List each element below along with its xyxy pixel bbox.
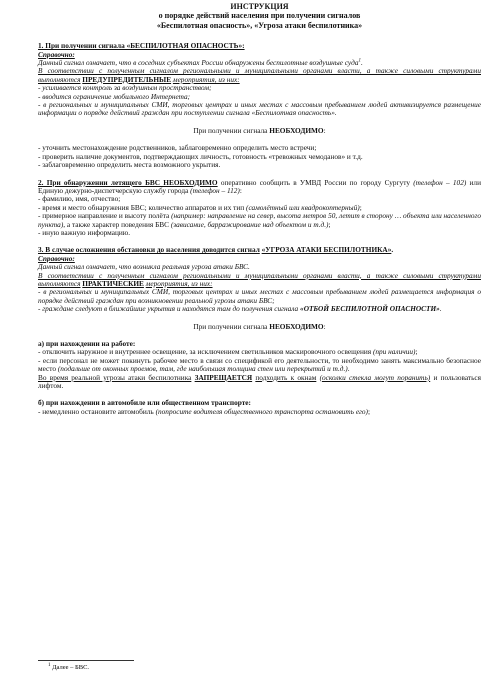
s2-item-3: - примерное направление и высоту полёта (например: направление на север, высота метров 50, летит в сторону … объекта или населенного пункта), а также характер поведения БВС (зависание, барражирование над объектом и т.д.); — [38, 211, 482, 229]
s3-item-1: - в региональных и муниципальных СМИ, торговых центрах и иных местах с массовым пребыванием людей размещается информация о порядке действий граждан при возникновении реальной угрозы атаки БВС; — [38, 287, 481, 305]
title-line-2: о порядке действий населения при получении сигналов — [158, 11, 361, 21]
footnote-divider — [38, 660, 134, 661]
s2-item-2: - время и место обнаружения БВС; количество аппаратов и их тип (самолётный или квадрокоптерный); — [38, 202, 362, 212]
section-1-heading: 1. При получении сигнала «БЕСПИЛОТНАЯ ОПАСНОСТЬ»: — [38, 41, 245, 51]
s2-item-1: - фамилию, имя, отчество; — [38, 194, 121, 204]
s1-ref-label: Справочно: — [38, 49, 75, 59]
work-warning: Во время реальной угрозы атаки беспилотника ЗАПРЕЩАЕТСЯ подходить к окнам (осколки стекла могут поранить) и пользоваться лифтом. — [38, 372, 481, 391]
s3-need-line: При получении сигнала НЕОБХОДИМО: — [193, 321, 326, 331]
s1-need-item-3: - заблаговременно определить места возможного укрытия. — [38, 160, 221, 170]
s3-ref-p2: В соответствии с полученным сигналом региональными и муниципальными органами власти, а также силовыми структурами выполняются ПРАКТИЧЕСКИЕ мероприятия, из них: — [38, 270, 481, 288]
s1-need-item-1: - уточнить местонахождение родственников, заблаговременно определить место встречи; — [38, 143, 317, 153]
s3-ref-p1: Данный сигнал означает, что возникла реальная угроза атаки БВС. — [38, 262, 250, 272]
work-item-1: - отключить наружное и внутреннее освещение, за исключением светильников маскировочного освещения (при наличии); — [38, 347, 418, 357]
car-item-1: - немедленно остановите автомобиль (попросите водителя общественного транспорта остановить его); — [38, 406, 371, 416]
s1-need-item-2: - проверить наличие документов, подтверждающих личность, готовность «тревожных чемоданов» и т.д. — [38, 151, 363, 161]
footnote: $^1$ Далее – БВС. — [48, 662, 90, 671]
s1-need-line: При получении сигнала НЕОБХОДИМО: — [193, 125, 326, 135]
title-line-3: «Беспилотная опасность», «Угроза атаки беспилотника» — [156, 20, 363, 30]
s1-item-2: - вводится ограничение мобильного Интернета; — [38, 91, 191, 101]
work-heading: а) при нахождении на работе: — [38, 339, 136, 348]
work-item-2: - если персонал не может покинуть рабочее место в связи со спецификой его деятельности, то необходимо занять максимально безопасное место (подальше от оконных проемов, там, где наибольшая толщина стен или перекрытий и т.д.). — [38, 355, 481, 374]
s3-item-last: - граждане следуют в ближайшие укрытия и находятся там до получения сигнала «ОТБОЙ БЕСПИЛОТНОЙ ОПАСНОСТИ». — [38, 304, 442, 314]
title-line-1: ИНСТРУКЦИЯ — [230, 2, 289, 11]
section-2-heading: 2. При обнаружении летящего БВС НЕОБХОДИМО оперативно сообщить в УМВД России по городу Сургуту (телефон – 102) или Единую дежурно-диспетчерскую службу города (телефон – 112): — [38, 177, 481, 195]
car-heading: б) при нахождении в автомобиле или общественном транспорте: — [38, 398, 251, 408]
s1-ref-p2: В соответствии с полученным сигналом региональными и муниципальными органами власти, а также силовыми структурами выполняются ПРЕДУПРЕДИТЕЛЬНЫЕ мероприятия, из них: — [38, 66, 481, 84]
s1-ref-p1: Данный сигнал означает, что в соседних субъектах России обнаружены беспилотные воздушные суда$^1$. — [38, 58, 363, 68]
section-3-heading: 3. В случае осложнения обстановки до населения доводится сигнал «УГРОЗА АТАКИ БЕСПИЛОТНИКА». — [38, 245, 394, 255]
s1-item-1: - усиливается контроль за воздушным пространством; — [38, 83, 212, 93]
s1-item-3: - в региональных и муниципальных СМИ, торговых центрах и иных местах с массовым пребыванием людей активизируется размещение информации о порядке действий граждан при поступлении сигнала «Беспилотная опасность». — [38, 100, 481, 118]
doc-title — [38, 2, 481, 30]
s3-ref-label: Справочно: — [38, 253, 75, 263]
s2-item-4: - иную важную информацию. — [38, 227, 131, 237]
